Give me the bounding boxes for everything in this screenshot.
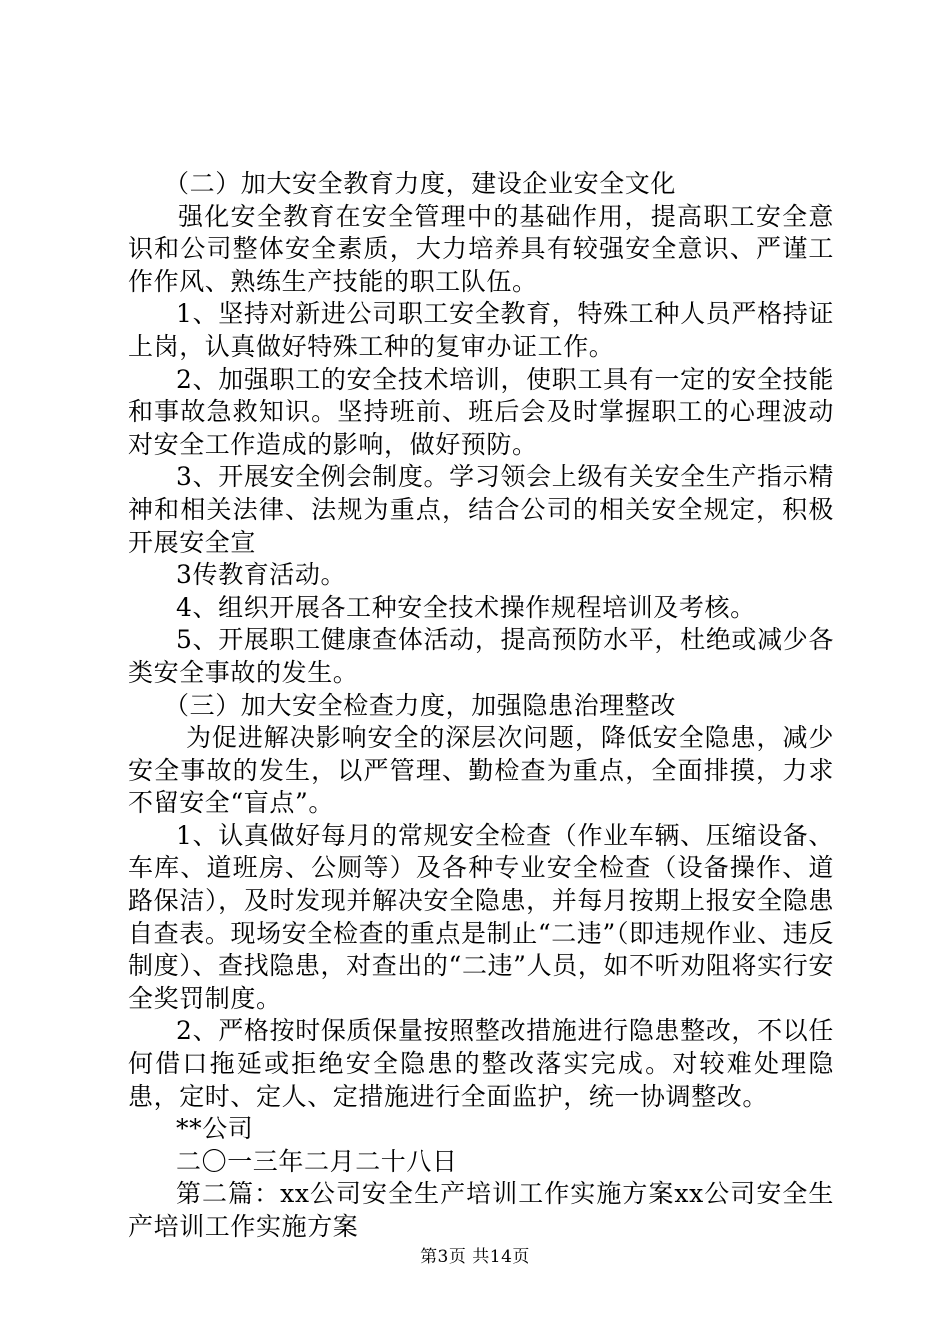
signature-company: **公司 (176, 1114, 254, 1144)
document-body (128, 168, 834, 1244)
paragraph-education-intro: 强化安全教育在安全管理中的基础作用，提高职工安全意识和公司整体安全素质，大力培养具有较强安全意识、严谨工作作风、熟练生产技能的职工队伍。 (128, 201, 834, 296)
section-heading-education: （二）加大安全教育力度，建设企业安全文化 (164, 169, 677, 198)
paragraph-item-3-continued: 3传教育活动。 (176, 560, 347, 590)
paragraph-inspection-item-1: 1、认真做好每月的常规安全检查（作业车辆、压缩设备、车库、道班房、公厕等）及各种专业安全检查（设备操作、道路保洁），及时发现并解决安全隐患，并每月按期上报安全隐患自查表。现场安全检查的重点是制止“二违”（即违规作业、违反制度）、查找隐患，对查出的“二违”人员，如不听劝阻将实行安全奖罚制度。 (128, 820, 834, 1013)
paragraph-item-3: 3、开展安全例会制度。学习领会上级有关安全生产指示精神和相关法律、法规为重点，结合公司的相关安全规定，积极开展安全宣 (128, 462, 834, 557)
signature-date: 二〇一三年二月二十八日 (176, 1146, 458, 1176)
paragraph-item-4: 4、组织开展各工种安全技术操作规程培训及考核。 (176, 592, 756, 622)
paragraph-item-1: 1、坚持对新进公司职工安全教育，特殊工种人员严格持证上岗，认真做好特殊工种的复审办证工作。 (128, 299, 834, 361)
page-number-footer: 第3页 共14页 (420, 1247, 530, 1267)
paragraph-inspection-intro: 为促进解决影响安全的深层次问题，降低安全隐患，减少安全事故的发生，以严管理、勤检查为重点，全面排摸，力求不留安全“盲点”。 (128, 723, 834, 818)
paragraph-item-5: 5、开展职工健康查体活动，提高预防水平，杜绝或减少各类安全事故的发生。 (128, 625, 834, 687)
paragraph-part-two-title: 第二篇：xx公司安全生产培训工作实施方案xx公司安全生产培训工作实施方案 (128, 1179, 834, 1241)
paragraph-inspection-item-2: 2、严格按时保质保量按照整改措施进行隐患整改，不以任何借口拖延或拒绝安全隐患的整改落实完成。对较难处理隐患，定时、定人、定措施进行全面监护，统一协调整改。 (128, 1016, 834, 1111)
paragraph-item-2: 2、加强职工的安全技术培训，使职工具有一定的安全技能和事故急救知识。坚持班前、班后会及时掌握职工的心理波动对安全工作造成的影响，做好预防。 (128, 364, 834, 459)
section-heading-inspection: （三）加大安全检查力度，加强隐患治理整改 (164, 690, 677, 720)
